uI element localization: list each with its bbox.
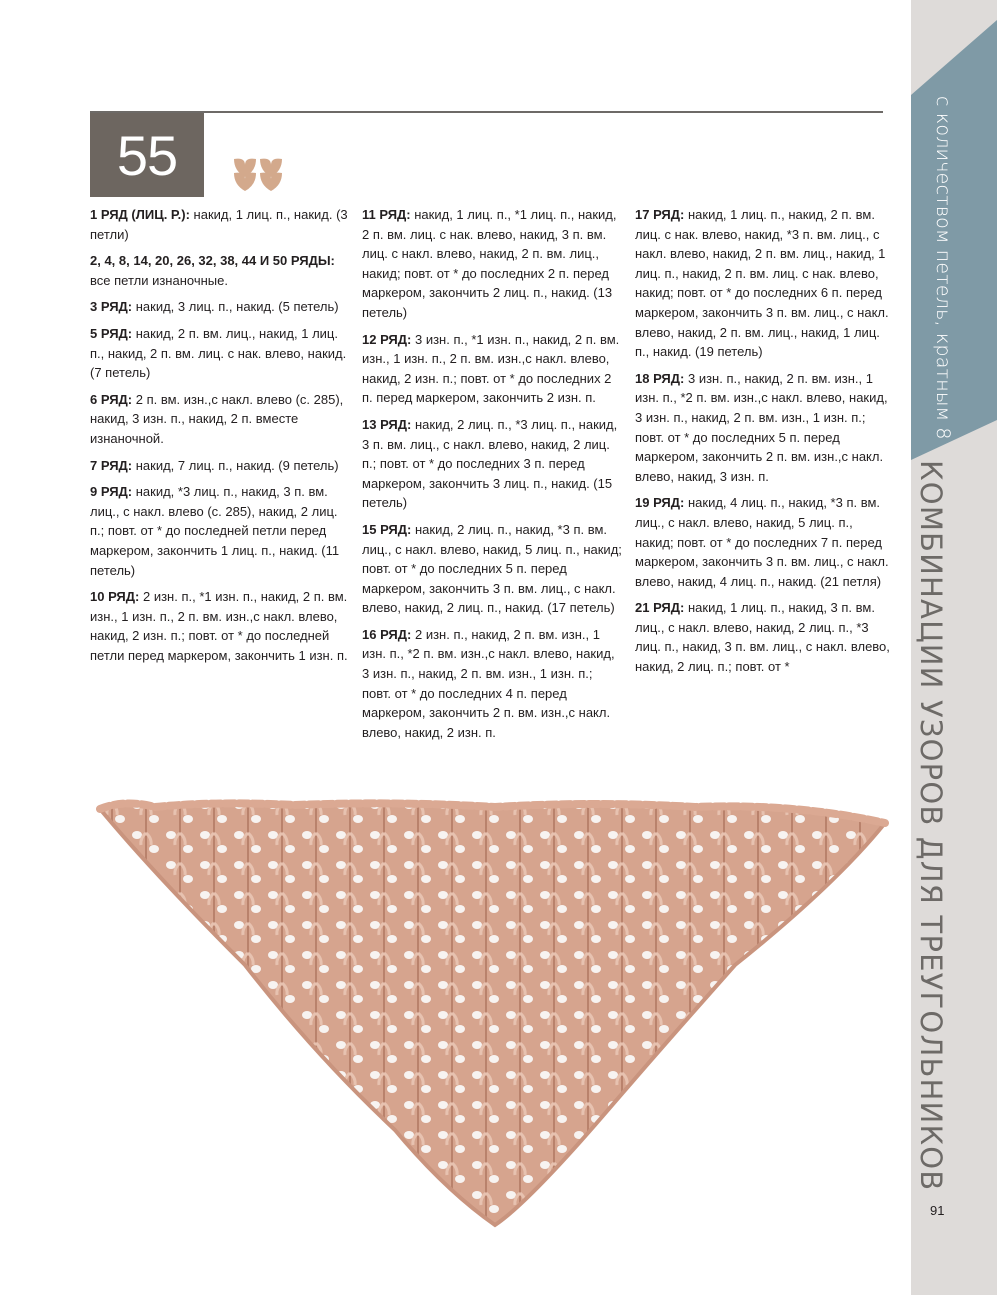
- row-instruction: 10 РЯД: 2 изн. п., *1 изн. п., накид, 2 п. вм. изн., 1 изн. п., 2 п. вм. изн.,с накл. влево, накид, 2 изн. п.; повт. от * до последней петли перед маркером, закончить 1 изн. п.: [90, 589, 348, 663]
- row-instruction: 18 РЯД: 3 изн. п., накид, 2 п. вм. изн., 1 изн. п., *2 п. вм. изн.,с накл. влево, накид, 3 изн. п., накид, 2 п. вм. изн., 1 изн. п.; повт. от * до последних 5 п. перед маркером, закончить 2 п. вм. изн.,с накл. влево, накид, 3 изн. п.: [635, 370, 888, 484]
- knitted-swatch-image: [95, 795, 890, 1230]
- row-instruction: 13 РЯД: накид, 2 лиц. п., *3 лиц. п., накид, 3 п. вм. лиц., с накл. влево, накид, 2 лиц. п.; повт. от * до последних 3 п. перед маркером, закончить 3 лиц. п., накид. (15 петель): [362, 416, 618, 511]
- header-rule: [90, 111, 883, 113]
- row-instruction: 6 РЯД: 2 п. вм. изн.,с накл. влево (с. 285), накид, 3 изн. п., накид, 2 п. вместе изнаночной.: [90, 391, 344, 446]
- row-instruction: 19 РЯД: накид, 4 лиц. п., накид, *3 п. вм. лиц., с накл. влево, накид, 5 лиц. п., накид; повт. от * до последних 7 п. перед маркером, закончить 3 п. вм. лиц., с накл. влево, накид, 4 лиц. п., накид. (21 петля): [635, 495, 889, 589]
- row-instruction: 9 РЯД: накид, *3 лиц. п., накид, 3 п. вм. лиц., с накл. влево (с. 285), накид, 2 лиц. п.; повт. от * до последней петли перед маркером, закончить 1 лиц. п., накид. (11 петель): [90, 484, 340, 578]
- chapter-tab: [911, 0, 997, 460]
- row-instruction: 2, 4, 8, 14, 20, 26, 32, 38, 44 И 50 РЯДЫ: все петли изнаночные.: [90, 253, 335, 288]
- instructions-column-1: [90, 205, 348, 672]
- row-instruction: 17 РЯД: накид, 1 лиц. п., накид, 2 п. вм. лиц. с нак. влево, накид, *3 п. вм. лиц., с накл. влево, накид, 2 п. вм. лиц., накид, 1 лиц. п., накид, 2 п. вм. лиц. с нак. влево, накид; повт. от * до последних 6 п. перед маркером, закончить 3 п. вм. лиц., с накл. влево, накид, 2 п. вм. лиц., накид, 1 лиц. п., накид. (19 петель): [635, 207, 889, 360]
- row-instruction: 15 РЯД: накид, 2 лиц. п., накид, *3 п. вм. лиц., с накл. влево, накид, 5 лиц. п., накид; повт. от * до последних 5 п. перед маркером, закончить 3 п. вм. лиц., с накл. влево, накид, 2 лиц. п., накид. (17 петель): [362, 521, 622, 616]
- row-instruction: 7 РЯД: накид, 7 лиц. п., накид. (9 петель): [90, 457, 339, 473]
- row-instruction: 12 РЯД: 3 изн. п., *1 изн. п., накид, 2 п. вм. изн., 1 изн. п., 2 п. вм. изн.,с накл. влево, накид, 2 изн. п.; повт. от * до последних 2 п. перед маркером, закончить 2 изн. п.: [362, 331, 620, 406]
- row-instruction: 1 РЯД (ЛИЦ. Р.): накид, 1 лиц. п., накид. (3 петли): [90, 207, 348, 242]
- row-instruction: 21 РЯД: накид, 1 лиц. п., накид, 3 п. вм. лиц., с накл. влево, накид, 2 лиц. п., *3 лиц. п., накид, 3 п. вм. лиц., с накл. влево, накид, 2 лиц. п.; повт. от *: [635, 600, 890, 675]
- row-instruction: 5 РЯД: накид, 2 п. вм. лиц., накид, 1 лиц. п., накид, 2 п. вм. лиц. с нак. влево, накид. (7 петель): [90, 325, 347, 381]
- page-number: 91: [930, 1203, 945, 1218]
- pattern-number: 55: [90, 113, 204, 197]
- row-instruction: 3 РЯД: накид, 3 лиц. п., накид. (5 петель): [90, 299, 339, 315]
- chapter-title: КОМБИНАЦИИ УЗОРОВ ДЛЯ ТРЕУГОЛЬНИКОВ: [914, 460, 948, 1192]
- row-instruction: 16 РЯД: 2 изн. п., накид, 2 п. вм. изн., 1 изн. п., *2 п. вм. изн.,с накл. влево, накид, 3 изн. п., накид, 2 п. вм. изн., 1 изн. п.; повт. от * до последних 4 п. перед маркером, закончить 2 п. вм. изн.,с накл. влево, накид, 2 изн. п.: [362, 626, 615, 740]
- instructions-column-3: [635, 205, 893, 684]
- row-instruction: 11 РЯД: накид, 1 лиц. п., *1 лиц. п., накид, 2 п. вм. лиц. с нак. влево, накид, 3 п. вм. лиц. с накл. влево, накид, 2 п. вм. лиц., накид; повт. от * до последних 2 п. перед маркером, закончить 2 лиц. п., накид. (13 петель): [362, 207, 617, 320]
- chapter-subtitle: с количеством петель, кратным 8: [932, 96, 954, 440]
- stitch-level-icon: [232, 155, 284, 193]
- instructions-column-2: [362, 205, 624, 749]
